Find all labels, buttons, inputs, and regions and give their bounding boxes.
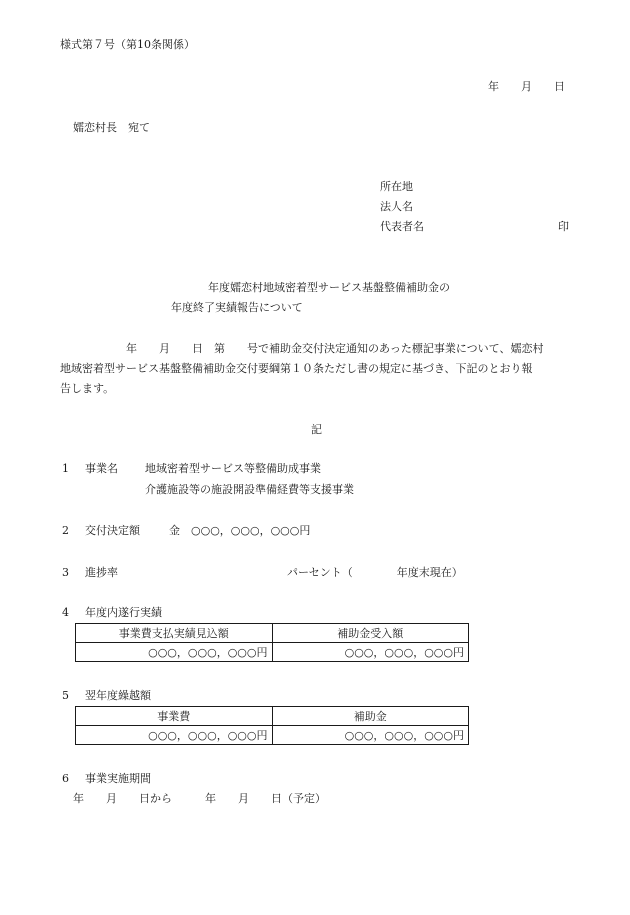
address-label: 所在地 — [380, 180, 413, 193]
results-header-cost: 事業費支払実績見込額 — [76, 624, 273, 643]
item-3-value: パーセント（ 年度末現在） — [287, 566, 463, 579]
date-line: 年 月 日 — [488, 80, 565, 93]
item-6-label: 事業実施期間 — [85, 772, 151, 785]
ki-heading: 記 — [311, 423, 322, 436]
form-id: 様式第７号（第10条関係） — [60, 38, 195, 51]
body-line-2: 地域密着型サービス基盤整備補助金交付要綱第１０条ただし書の規定に基づき、下記のとおり報 — [60, 362, 533, 375]
item-3-number: 3 — [62, 566, 69, 579]
item-2-number: 2 — [62, 524, 69, 537]
carryover-header-cost: 事業費 — [76, 707, 273, 726]
item-4-label: 年度内遂行実績 — [85, 606, 162, 619]
addressee: 嬬恋村長 宛て — [73, 121, 150, 134]
item-5-number: 5 — [62, 689, 69, 702]
seal-mark: 印 — [558, 220, 569, 233]
item-6-number: 6 — [62, 772, 69, 785]
title-line-2: 年度終了実績報告について — [171, 301, 303, 314]
item-6-period: 年 月 日から 年 月 日（予定） — [73, 792, 326, 805]
results-header-subsidy: 補助金受入額 — [272, 624, 469, 643]
item-1-label: 事業名 — [85, 462, 118, 475]
item-4-number: 4 — [62, 606, 69, 619]
item-1-value-1: 地域密着型サービス等整備助成事業 — [145, 462, 321, 475]
corp-name-label: 法人名 — [380, 200, 413, 213]
item-1-value-2: 介護施設等の施設開設準備経費等支援事業 — [145, 483, 354, 496]
carryover-value-subsidy: ○○○，○○○，○○○円 — [272, 726, 469, 745]
item-2-label: 交付決定額 — [85, 524, 140, 537]
body-line-3: 告します。 — [60, 382, 115, 395]
item-5-label: 翌年度繰越額 — [85, 689, 151, 702]
results-value-cost: ○○○，○○○，○○○円 — [76, 643, 273, 662]
item-2-value: 金 ○○○，○○○，○○○円 — [169, 524, 311, 537]
representative-label: 代表者名 — [380, 220, 424, 233]
item-3-label: 進捗率 — [85, 566, 118, 579]
carryover-header-subsidy: 補助金 — [272, 707, 469, 726]
carryover-value-cost: ○○○，○○○，○○○円 — [76, 726, 273, 745]
carryover-table — [75, 706, 469, 745]
results-table — [75, 623, 469, 662]
body-paragraph — [60, 339, 580, 399]
body-line-1: 年 月 日 第 号で補助金交付決定通知のあった標記事業について、嬬恋村 — [60, 342, 544, 355]
results-value-subsidy: ○○○，○○○，○○○円 — [272, 643, 469, 662]
title-line-1: 年度嬬恋村地域密着型サービス基盤整備補助金の — [208, 281, 450, 294]
item-1-number: 1 — [62, 462, 69, 475]
